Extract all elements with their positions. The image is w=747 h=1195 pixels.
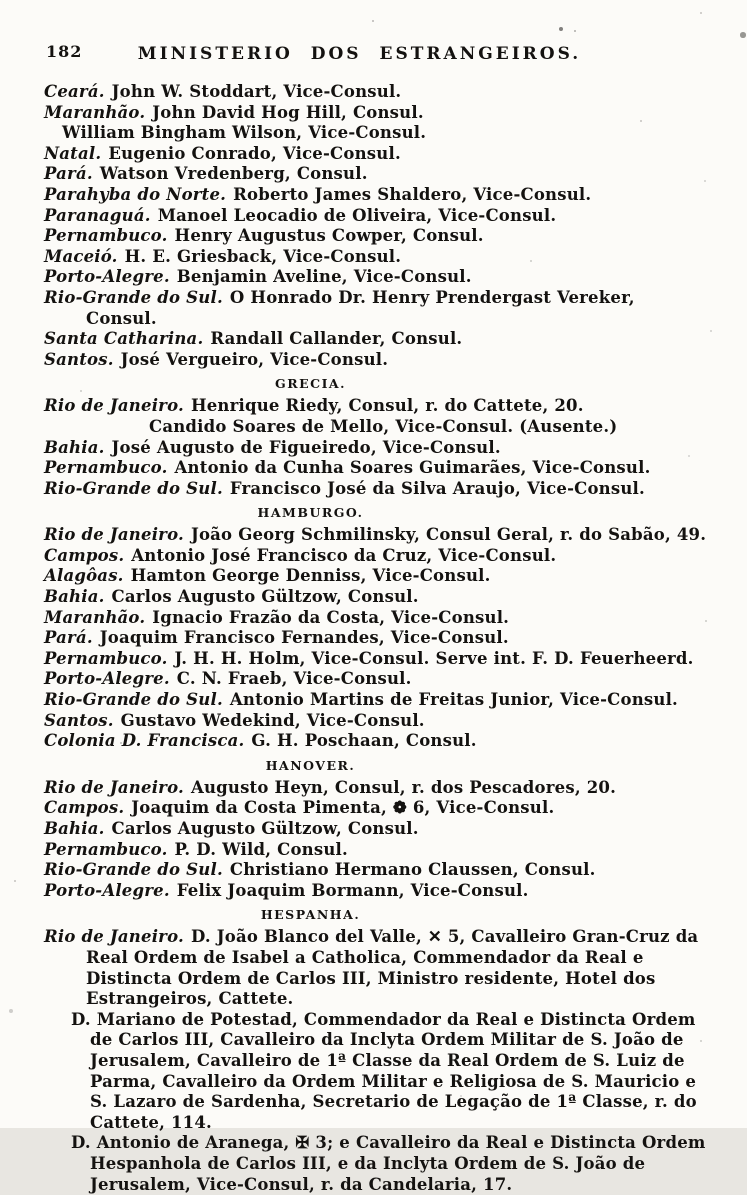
entry-text: José Vergueiro, Vice-Consul.	[120, 349, 389, 369]
entry-text: Augusto Heyn, Consul, r. dos Pescadores, 20.	[190, 777, 617, 797]
entry-line	[44, 860, 707, 881]
entry-line	[44, 525, 707, 546]
document-body	[44, 82, 707, 1195]
entry-text: D. Antonio de Aranega, ✠ 3; e Cavalleiro da Real e Distincta Ordem Hespanhola de Carlos III, e da Inclyta Ordem de S. João de Jerusalem, Vice-Consul, r. da Candelaria, 17.	[71, 1133, 706, 1194]
entry-line	[44, 438, 707, 459]
place-name: Campos.	[44, 798, 125, 818]
place-name: Pernambuco.	[44, 458, 168, 478]
entry-line	[44, 1133, 707, 1195]
place-name: Rio-Grande do Sul.	[44, 287, 223, 307]
place-name: Colonia D. Francisca.	[44, 731, 245, 751]
entry-text: João Georg Schmilinsky, Consul Geral, r. do Sabão, 49.	[190, 525, 707, 545]
section-heading: HESPANHA.	[260, 907, 361, 923]
place-name: Porto-Alegre.	[44, 267, 170, 287]
entry-line	[44, 628, 707, 649]
place-name: Porto-Alegre.	[44, 880, 170, 900]
entry-line	[44, 587, 707, 608]
entry-line	[44, 881, 707, 902]
place-name: Pará.	[44, 164, 93, 184]
entry-line	[44, 1010, 707, 1134]
entry-text: C. N. Fraeb, Vice-Consul.	[176, 669, 412, 689]
entry-line	[44, 479, 707, 500]
place-name: Santos.	[44, 349, 114, 369]
entry-text: Manoel Leocadio de Oliveira, Vice-Consul.	[157, 205, 557, 225]
place-name: Maranhão.	[44, 102, 146, 122]
entry-text: D. João Blanco del Valle, ✕ 5, Cavalleiro Gran-Cruz da Real Ordem de Isabel a Catholica, Commendador da Real e Distincta Ordem de Carlos III, Ministro residente, Hotel dos Estrangeiros, Cattete.	[86, 927, 699, 1009]
section-heading: HAMBURGO.	[257, 505, 364, 521]
entry-text: Antonio da Cunha Soares Guimarães, Vice-Consul.	[174, 458, 651, 478]
place-name: Rio-Grande do Sul.	[44, 860, 223, 880]
place-name: Parahyba do Norte.	[44, 184, 227, 204]
entry-line	[44, 226, 707, 247]
entry-line	[44, 164, 707, 185]
place-name: Bahia.	[44, 819, 105, 838]
place-name: Ceará.	[44, 82, 105, 101]
entry-text: Randall Callander, Consul.	[210, 329, 463, 349]
entry-line	[44, 247, 707, 268]
entry-line	[44, 819, 707, 840]
entry-text: H. E. Griesback, Vice-Consul.	[124, 246, 402, 266]
place-name: Rio de Janeiro.	[44, 777, 184, 797]
entry-text: Watson Vredenberg, Consul.	[99, 164, 368, 184]
entry-line	[44, 144, 707, 165]
entry-text: G. H. Poschaan, Consul.	[251, 731, 477, 751]
entry-text: P. D. Wild, Consul.	[174, 839, 348, 859]
place-name: Natal.	[44, 143, 102, 163]
entry-line	[44, 690, 707, 711]
place-name: Rio de Janeiro.	[44, 525, 184, 545]
entry-line	[44, 840, 707, 861]
place-name: Porto-Alegre.	[44, 669, 170, 689]
entry-text: Francisco José da Silva Araujo, Vice-Consul.	[229, 478, 645, 498]
entry-text: José Augusto de Figueiredo, Vice-Consul.	[111, 437, 501, 457]
entry-line	[44, 350, 707, 371]
entry-text: Henry Augustus Cowper, Consul.	[174, 226, 484, 246]
entry-text: Candido Soares de Mello, Vice-Consul. (Ausente.)	[149, 416, 618, 436]
entry-text: Felix Joaquim Bormann, Vice-Consul.	[176, 880, 529, 900]
entry-text: D. Mariano de Potestad, Commendador da Real e Distincta Ordem de Carlos III, Cavalleiro da Inclyta Ordem Militar de S. João de Jerusalem, Cavalleiro de 1ª Classe da Real Ordem de S. Luiz de Parma, Cavalleiro da Ordem Militar e Religiosa de S. Mauricio e S. Lazaro de Sardenha, Secretario de Legação de 1ª Classe, r. do Cattete, 114.	[71, 1009, 697, 1132]
entry-text: Antonio José Francisco da Cruz, Vice-Consul.	[131, 545, 557, 565]
entry-line	[44, 185, 707, 206]
entry-text: Carlos Augusto Gültzow, Consul.	[111, 819, 419, 838]
place-name: Paranaguá.	[44, 205, 151, 225]
place-name: Rio-Grande do Sul.	[44, 478, 223, 498]
entry-line	[44, 267, 707, 288]
section-heading: HANOVER.	[265, 757, 356, 773]
entry-line	[44, 669, 707, 690]
entry-line	[44, 458, 707, 479]
entry-text: Antonio Martins de Freitas Junior, Vice-Consul.	[229, 690, 678, 710]
entry-line	[44, 103, 707, 124]
entry-line	[44, 82, 707, 103]
entry-text: Eugenio Conrado, Vice-Consul.	[108, 143, 401, 163]
entry-text: Henrique Riedy, Consul, r. do Cattete, 20.	[190, 396, 584, 416]
entry-line	[44, 546, 707, 567]
entry-text: William Bingham Wilson, Vice-Consul.	[62, 123, 427, 143]
place-name: Pernambuco.	[44, 226, 168, 246]
entry-line	[44, 778, 707, 799]
entry-line	[44, 608, 707, 629]
place-name: Pernambuco.	[44, 648, 168, 668]
place-name: Campos.	[44, 545, 125, 565]
entry-line	[44, 123, 707, 144]
page-header	[44, 0, 703, 68]
entry-line	[44, 417, 707, 438]
entry-text: Christiano Hermano Claussen, Consul.	[229, 860, 596, 880]
place-name: Bahia.	[44, 437, 105, 457]
entry-text: Joaquim Francisco Fernandes, Vice-Consul.	[99, 628, 509, 648]
place-name: Maceió.	[44, 246, 118, 266]
entry-line	[44, 927, 707, 1009]
entry-line	[44, 711, 707, 732]
section-heading: GRECIA.	[275, 376, 346, 392]
page-number: 182	[46, 42, 83, 61]
place-name: Alagôas.	[44, 566, 124, 586]
page-title: MINISTERIO DOS ESTRANGEIROS.	[137, 44, 582, 64]
entry-text: Ignacio Frazão da Costa, Vice-Consul.	[152, 607, 510, 627]
entry-text: Gustavo Wedekind, Vice-Consul.	[120, 710, 425, 730]
entry-line	[44, 731, 707, 752]
place-name: Maranhão.	[44, 607, 146, 627]
entry-line	[44, 206, 707, 227]
entry-text: O Honrado Dr. Henry Prendergast Vereker, Consul.	[86, 287, 635, 328]
place-name: Pernambuco.	[44, 839, 168, 859]
entry-text: J. H. H. Holm, Vice-Consul. Serve int. F. D. Feuerheerd.	[174, 648, 694, 668]
place-name: Pará.	[44, 628, 93, 648]
entry-text: Roberto James Shaldero, Vice-Consul.	[233, 184, 592, 204]
entry-text: Carlos Augusto Gültzow, Consul.	[111, 587, 419, 607]
entry-line	[44, 798, 707, 819]
entry-text: Joaquim da Costa Pimenta, ❁ 6, Vice-Consul.	[131, 798, 555, 818]
entry-text: John W. Stoddart, Vice-Consul.	[111, 82, 402, 101]
place-name: Bahia.	[44, 587, 105, 607]
entry-line	[44, 329, 707, 350]
entry-line	[44, 288, 707, 329]
entry-text: Benjamin Aveline, Vice-Consul.	[176, 267, 472, 287]
place-name: Rio de Janeiro.	[44, 927, 184, 947]
place-name: Santa Catharina.	[44, 329, 204, 349]
scan-noise-specks	[0, 0, 2, 2]
place-name: Rio-Grande do Sul.	[44, 690, 223, 710]
entry-text: Hamton George Denniss, Vice-Consul.	[130, 566, 491, 586]
place-name: Santos.	[44, 710, 114, 730]
entry-line	[44, 649, 707, 670]
entry-text: John David Hog Hill, Consul.	[152, 102, 424, 122]
place-name: Rio de Janeiro.	[44, 396, 184, 416]
entry-line	[44, 396, 707, 417]
entry-line	[44, 566, 707, 587]
